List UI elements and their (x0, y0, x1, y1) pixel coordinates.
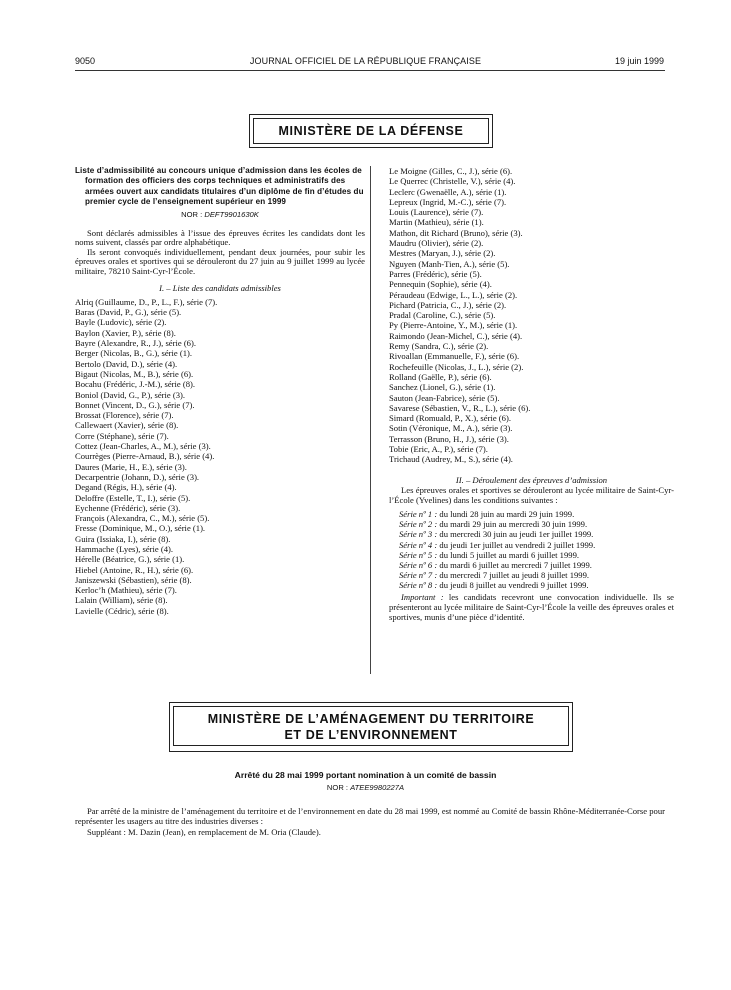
candidate-entry: Remy (Sandra, C.), série (2). (389, 341, 489, 352)
schedule-dates: du mercredi 30 juin au jeudi 1er juillet 1999. (439, 529, 594, 540)
arrete-nor-line (0, 783, 731, 792)
schedule-dates: du mercredi 7 juillet au jeudi 8 juillet 1999. (439, 570, 590, 581)
candidate-entry: Bayle (Ludovic), série (2). (75, 317, 167, 328)
candidate-entry: Deloffre (Estelle, T., I.), série (5). (75, 492, 191, 503)
candidate-entry: Pennequin (Sophie), série (4). (389, 279, 492, 290)
schedule-row (389, 580, 674, 590)
candidate-entry: Degand (Régis, H.), série (4). (75, 482, 177, 493)
candidate-entry: Savarese (Sébastien, V., R., L.), série (6). (389, 402, 531, 413)
candidate-entry: Pradal (Caroline, C.), série (5). (389, 310, 496, 321)
important-text: les candidats recevront une convocation individuelle. Ils se présenteront au lycée militaire de Saint-Cyr-l’École la veille des épreuves orales et sportives, munis d’une pièce d’identité. (389, 591, 675, 622)
candidate-entry: Cottez (Jean-Charles, A., M.), série (3). (75, 441, 211, 452)
left-column (75, 166, 365, 616)
candidate-entry: Decarpentrie (Johann, D.), série (3). (75, 471, 200, 482)
schedule-series: Série nº 6 : (399, 559, 438, 570)
candidate-entry: Mestres (Maryan, J.), série (2). (389, 248, 496, 259)
candidate-entry: Hammache (Lyes), série (4). (75, 544, 174, 554)
candidate-entry: Bayre (Alexandre, R., J.), série (6). (75, 338, 196, 349)
schedule-series: Série nº 2 : (399, 519, 438, 530)
schedule-list (389, 509, 674, 591)
arrete-title: Arrêté du 28 mai 1999 portant nomination à un comité de bassin (234, 770, 497, 780)
candidates-list-title: I. – Liste des candidats admissibles (159, 283, 281, 294)
candidate-entry: Rolland (Gaëlle, P.), série (6). (389, 371, 492, 382)
candidate-entry: Terrasson (Bruno, H., J.), série (3). (389, 433, 509, 444)
schedule-dates: du mardi 6 juillet au mercredi 7 juillet 1999. (439, 559, 592, 570)
ministry-defense-box (249, 114, 493, 148)
schedule-row (389, 570, 674, 580)
candidate-entry: Sauton (Jean-Fabrice), série (5). (389, 392, 500, 403)
ministry-environment-box (169, 702, 573, 752)
candidate-entry: Parres (Frédéric), série (5). (389, 268, 482, 279)
candidate-entry: Bigaut (Nicolas, M., B.), série (6). (75, 368, 194, 379)
candidate-entry: Corre (Stéphane), série (7). (75, 430, 169, 441)
candidate-entry: Lepreux (Ingrid, M.-C.), série (7). (389, 196, 507, 207)
candidate-entry: Baras (David, P., G.), série (5). (75, 307, 182, 318)
candidate-entry: Baylon (Xavier, P.), série (8). (75, 327, 176, 338)
candidate-entry: Kerloc’h (Mathieu), série (7). (75, 585, 177, 596)
candidate-entry: François (Alexandra, C., M.), série (5). (75, 513, 210, 524)
candidate-entry: Courrèges (Pierre-Arnaud, B.), série (4). (75, 451, 215, 462)
candidate-entry: Nguyen (Manh-Tien, A.), série (5). (389, 258, 510, 269)
schedule-series: Série nº 8 : (399, 580, 438, 591)
schedule-series: Série nº 7 : (399, 570, 438, 581)
candidate-entry: Martin (Mathieu), série (1). (389, 217, 484, 228)
right-column (389, 166, 674, 622)
candidate-entry: Guira (Issiaka, I.), série (8). (75, 533, 171, 544)
schedule-dates: du jeudi 8 juillet au vendredi 9 juillet 1999. (439, 580, 589, 591)
candidate-entry: Hérelle (Béatrice, G.), série (1). (75, 554, 185, 565)
arrete-paragraph: Par arrêté de la ministre de l’aménagement du territoire et de l’environnement en date du 28 mai 1999, est nommé au Comité de bassin Rhône-Méditerranée-Corse pour représenter les usagers au titre des industries diverses : (75, 806, 665, 827)
candidate-entry: Pichard (Patricia, C., J.), série (2). (389, 299, 507, 310)
candidate-entry: Sotin (Véronique, M., A.), série (3). (389, 423, 513, 434)
nor-code: DEFT9901630K (204, 210, 259, 220)
candidate-entry: Daures (Marie, H., E.), série (3). (75, 461, 187, 472)
schedule-series: Série nº 3 : (399, 529, 438, 540)
candidate-entry: Bocahu (Frédéric, J.-M.), série (8). (75, 379, 196, 390)
ministry-environment-line2: ET DE L’ENVIRONNEMENT (284, 728, 458, 742)
candidate-entry: Py (Pierre-Antoine, Y., M.), série (1). (389, 320, 518, 331)
candidate-entry: Hiebel (Antoine, R., H.), série (6). (75, 564, 194, 575)
candidate-entry: Berger (Nicolas, B., G.), série (1). (75, 348, 193, 359)
candidate-entry: Tobie (Eric, A., P.), série (7). (389, 444, 488, 455)
schedule-row (389, 540, 674, 550)
ministry-defense-title: MINISTÈRE DE LA DÉFENSE (253, 118, 489, 144)
suppleant-line: Suppléant : M. Dazin (Jean), en remplacement de M. Oria (Claude). (87, 826, 321, 837)
column-rule (370, 166, 371, 674)
candidate-entry: Lavielle (Cédric), série (8). (75, 605, 169, 616)
schedule-dates: du lundi 28 juin au mardi 29 juin 1999. (439, 508, 575, 519)
schedule-dates: du jeudi 1er juillet au vendredi 2 juillet 1999. (439, 539, 596, 550)
important-note (389, 592, 674, 622)
arrete-nor-label: NOR : (326, 783, 349, 792)
candidate-entry: Simard (Romuald, P., X.), série (6). (389, 413, 511, 424)
candidate-entry: Boniol (David, G., P.), série (3). (75, 389, 186, 400)
section-ii-title: II. – Déroulement des épreuves d’admission (455, 474, 608, 485)
schedule-row (389, 519, 674, 529)
schedule-series: Série nº 1 : (399, 508, 438, 519)
candidate-entry: Sanchez (Lionel, G.), série (1). (389, 382, 496, 393)
schedule-row (389, 529, 674, 539)
candidate-entry: Trichaud (Audrey, M., S.), série (4). (389, 454, 513, 465)
convocation-paragraph: Ils seront convoqués individuellement, pendant deux journées, pour subir les épreuves orales et sportives qui se dérouleront du 27 juin au 9 juillet 1999 au lycée militaire, 78210 Saint-Cyr-l’École. (75, 246, 365, 276)
schedule-series: Série nº 4 : (399, 539, 438, 550)
arrete-body (75, 806, 665, 837)
candidate-entry: Eychenne (Frédéric), série (3). (75, 502, 181, 513)
candidate-entry: Louis (Laurence), série (7). (389, 207, 484, 218)
arrete-nor-code: ATEE9980227A (350, 783, 405, 792)
candidate-entry: Le Moigne (Gilles, C., J.), série (6). (389, 166, 513, 176)
issue-date: 19 juin 1999 (614, 56, 664, 66)
schedule-series: Série nº 5 : (399, 549, 438, 560)
candidate-entry: Bertolo (David, D.), série (4). (75, 358, 178, 369)
candidate-entry: Le Querrec (Christelle, V.), série (4). (389, 176, 516, 187)
candidate-entry: Péraudeau (Edwige, L., L.), série (2). (389, 289, 518, 300)
journal-title: JOURNAL OFFICIEL DE LA RÉPUBLIQUE FRANÇAISE (249, 56, 482, 66)
candidates-list-left (75, 297, 365, 616)
nor-label: NOR : (181, 210, 203, 220)
candidate-entry: Mathon, dit Richard (Bruno), série (3). (389, 227, 523, 238)
candidate-entry: Bonnet (Vincent, D., G.), série (7). (75, 399, 195, 410)
candidate-entry: Rochefeuille (Nicolas, J., L.), série (2). (389, 361, 524, 372)
candidate-entry: Fresse (Dominique, M., O.), série (1). (75, 523, 206, 534)
ministry-environment-line1: MINISTÈRE DE L’AMÉNAGEMENT DU TERRITOIRE (207, 712, 535, 726)
page-number: 9050 (75, 56, 96, 66)
schedule-row (389, 560, 674, 570)
schedule-row (389, 550, 674, 560)
nor-line (75, 210, 365, 221)
candidate-entry: Raimondo (Jean-Michel, C.), série (4). (389, 330, 523, 341)
candidate-entry: Lalain (William), série (8). (75, 595, 168, 606)
schedule-row (389, 509, 674, 519)
candidates-list-right (389, 166, 674, 465)
candidate-entry: Alriq (Guillaume, D., P., L., F.), série (7). (75, 296, 218, 307)
candidate-entry: Janiszewski (Sébastien), série (8). (75, 574, 192, 585)
candidate-entry: Leclerc (Gwenaëlle, A.), série (1). (389, 186, 507, 197)
candidate-entry: Rivoallan (Emmanuelle, F.), série (6). (389, 351, 520, 362)
candidate-entry: Callewaert (Xavier), série (8). (75, 420, 179, 431)
schedule-dates: du lundi 5 juillet au mardi 6 juillet 1999. (439, 549, 580, 560)
schedule-dates: du mardi 29 juin au mercredi 30 juin 1999. (439, 519, 588, 530)
candidate-entry: Brossat (Florence), série (7). (75, 410, 174, 421)
header-rule (75, 70, 665, 71)
admissibility-paragraph: Sont déclarés admissibles à l’issue des épreuves écrites les candidats dont les noms suivent, classés par ordre alphabétique. (75, 227, 365, 248)
notice-heading: Liste d’admissibilité au concours unique d’admission dans les écoles de formation des officiers des corps techniques et administratifs des armées ouvert aux candidats titulaires d’un diplôme de fin d’études du premier cycle de l’enseignement supérieur en 1999 (75, 166, 364, 206)
important-label: Important : (401, 591, 444, 602)
section-ii-intro: Les épreuves orales et sportives se dérouleront au lycée militaire de Saint-Cyr-l’École (Yvelines) dans les conditions suivantes : (389, 484, 674, 505)
candidate-entry: Maudru (Olivier), série (2). (389, 238, 484, 249)
